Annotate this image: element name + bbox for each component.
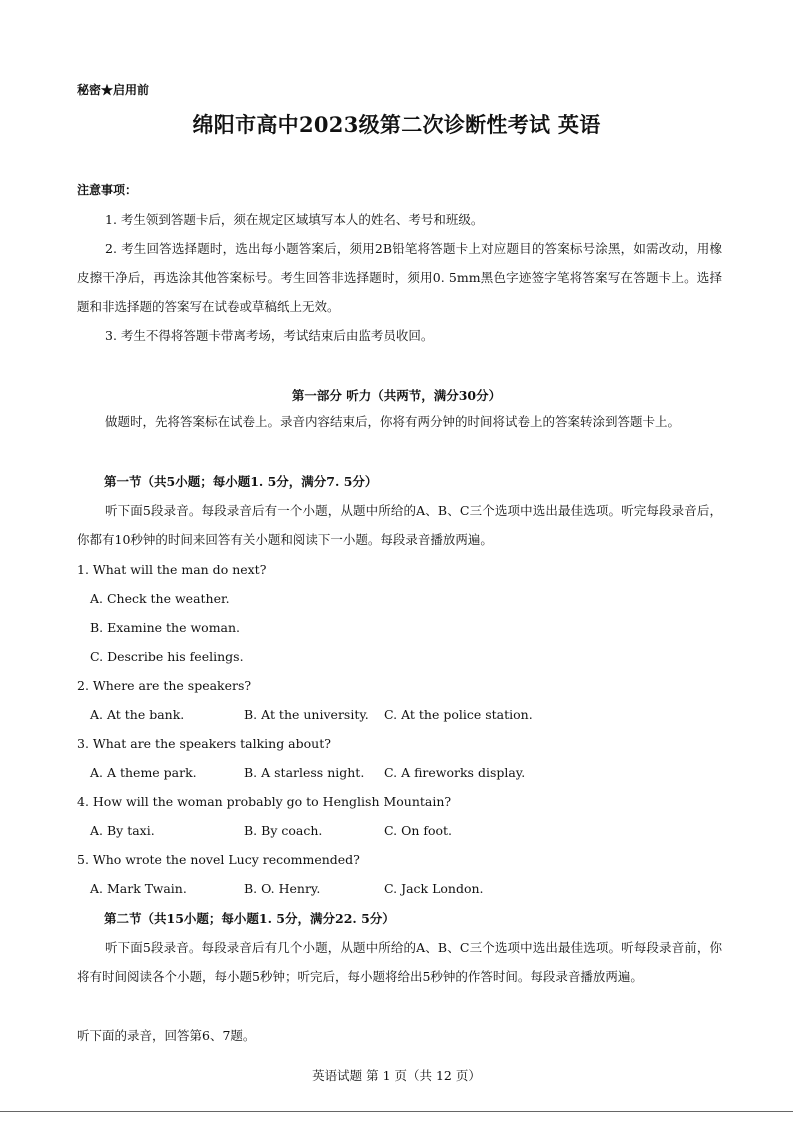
question-5-option-c: C. Jack London. xyxy=(384,881,484,896)
page-footer: 英语试题 第 1 页（共 12 页） xyxy=(312,1068,481,1083)
question-2: 2. Where are the speakers? xyxy=(77,678,252,693)
question-5-option-a: A. Mark Twain. xyxy=(90,881,187,896)
part1-heading: 第一部分 听力（共两节，满分30分） xyxy=(291,388,502,403)
question-1: 1. What will the man do next? xyxy=(77,562,267,577)
bottom-divider xyxy=(0,1111,793,1112)
question-2-option-c: C. At the police station. xyxy=(384,707,533,722)
notice-item-2: 2. 考生回答选择题时，选出每小题答案后，须用2B铅笔将答题卡上对应题目的答案标号涂黑，如需改动，用橡皮擦干净后，再选涂其他答案标号。考生回答非选择题时，须用0. 5mm黑色字迹签字笔将答案写在答题卡上。选择题和非选择题的答案写在试卷或草稿纸上无效。 xyxy=(77,241,722,314)
question-5: 5. Who wrote the novel Lucy recommended? xyxy=(77,852,360,867)
question-4: 4. How will the woman probably go to Henglish Mountain? xyxy=(77,794,452,809)
question-2-option-a: A. At the bank. xyxy=(90,707,185,722)
question-3-option-c: C. A fireworks display. xyxy=(384,765,526,780)
notice-item-1: 1. 考生领到答题卡后，须在规定区域填写本人的姓名、考号和班级。 xyxy=(105,212,484,227)
question-5-option-b: B. O. Henry. xyxy=(244,881,321,896)
confidential-label: 秘密★启用前 xyxy=(77,83,150,97)
notice-item-3: 3. 考生不得将答题卡带离考场，考试结束后由监考员收回。 xyxy=(105,328,434,343)
question-4-options xyxy=(90,823,730,843)
question-5-options xyxy=(90,881,730,901)
part1-intro: 做题时，先将答案标在试卷上。录音内容结束后，你将有两分钟的时间将试卷上的答案转涂到答题卡上。 xyxy=(105,414,681,429)
section1-intro: 听下面5段录音。每段录音后有一个小题，从题中所给的A、B、C三个选项中选出最佳选项。听完每段录音后，你都有10秒钟的时间来回答有关小题和阅读下一小题。每段录音播放两遍。 xyxy=(77,503,722,547)
question-1-option-a: A. Check the weather. xyxy=(90,591,230,606)
section1-heading: 第一节（共5小题；每小题1. 5分，满分7. 5分） xyxy=(104,474,378,489)
section2-heading: 第二节（共15小题；每小题1. 5分，满分22. 5分） xyxy=(104,911,395,926)
question-3-option-a: A. A theme park. xyxy=(90,765,197,780)
question-2-options xyxy=(90,707,730,727)
question-2-option-b: B. At the university. xyxy=(244,707,369,722)
question-4-option-b: B. By coach. xyxy=(244,823,323,838)
question-3-option-b: B. A starless night. xyxy=(244,765,365,780)
question-4-option-a: A. By taxi. xyxy=(90,823,155,838)
exam-title: 绵阳市高中2023级第二次诊断性考试 英语 xyxy=(192,112,601,137)
question-4-option-c: C. On foot. xyxy=(384,823,453,838)
notice-heading: 注意事项： xyxy=(77,183,138,197)
question-1-option-c: C. Describe his feelings. xyxy=(90,649,244,664)
section2-instruction: 听下面的录音，回答第6、7题。 xyxy=(77,1028,256,1043)
question-1-option-b: B. Examine the woman. xyxy=(90,620,241,635)
section2-intro: 听下面5段录音。每段录音后有几个小题，从题中所给的A、B、C三个选项中选出最佳选项。听每段录音前，你将有时间阅读各个小题，每小题5秒钟；听完后，每小题将给出5秒钟的作答时间。每段录音播放两遍。 xyxy=(77,940,722,984)
question-3-options xyxy=(90,765,730,785)
question-3: 3. What are the speakers talking about? xyxy=(77,736,331,751)
